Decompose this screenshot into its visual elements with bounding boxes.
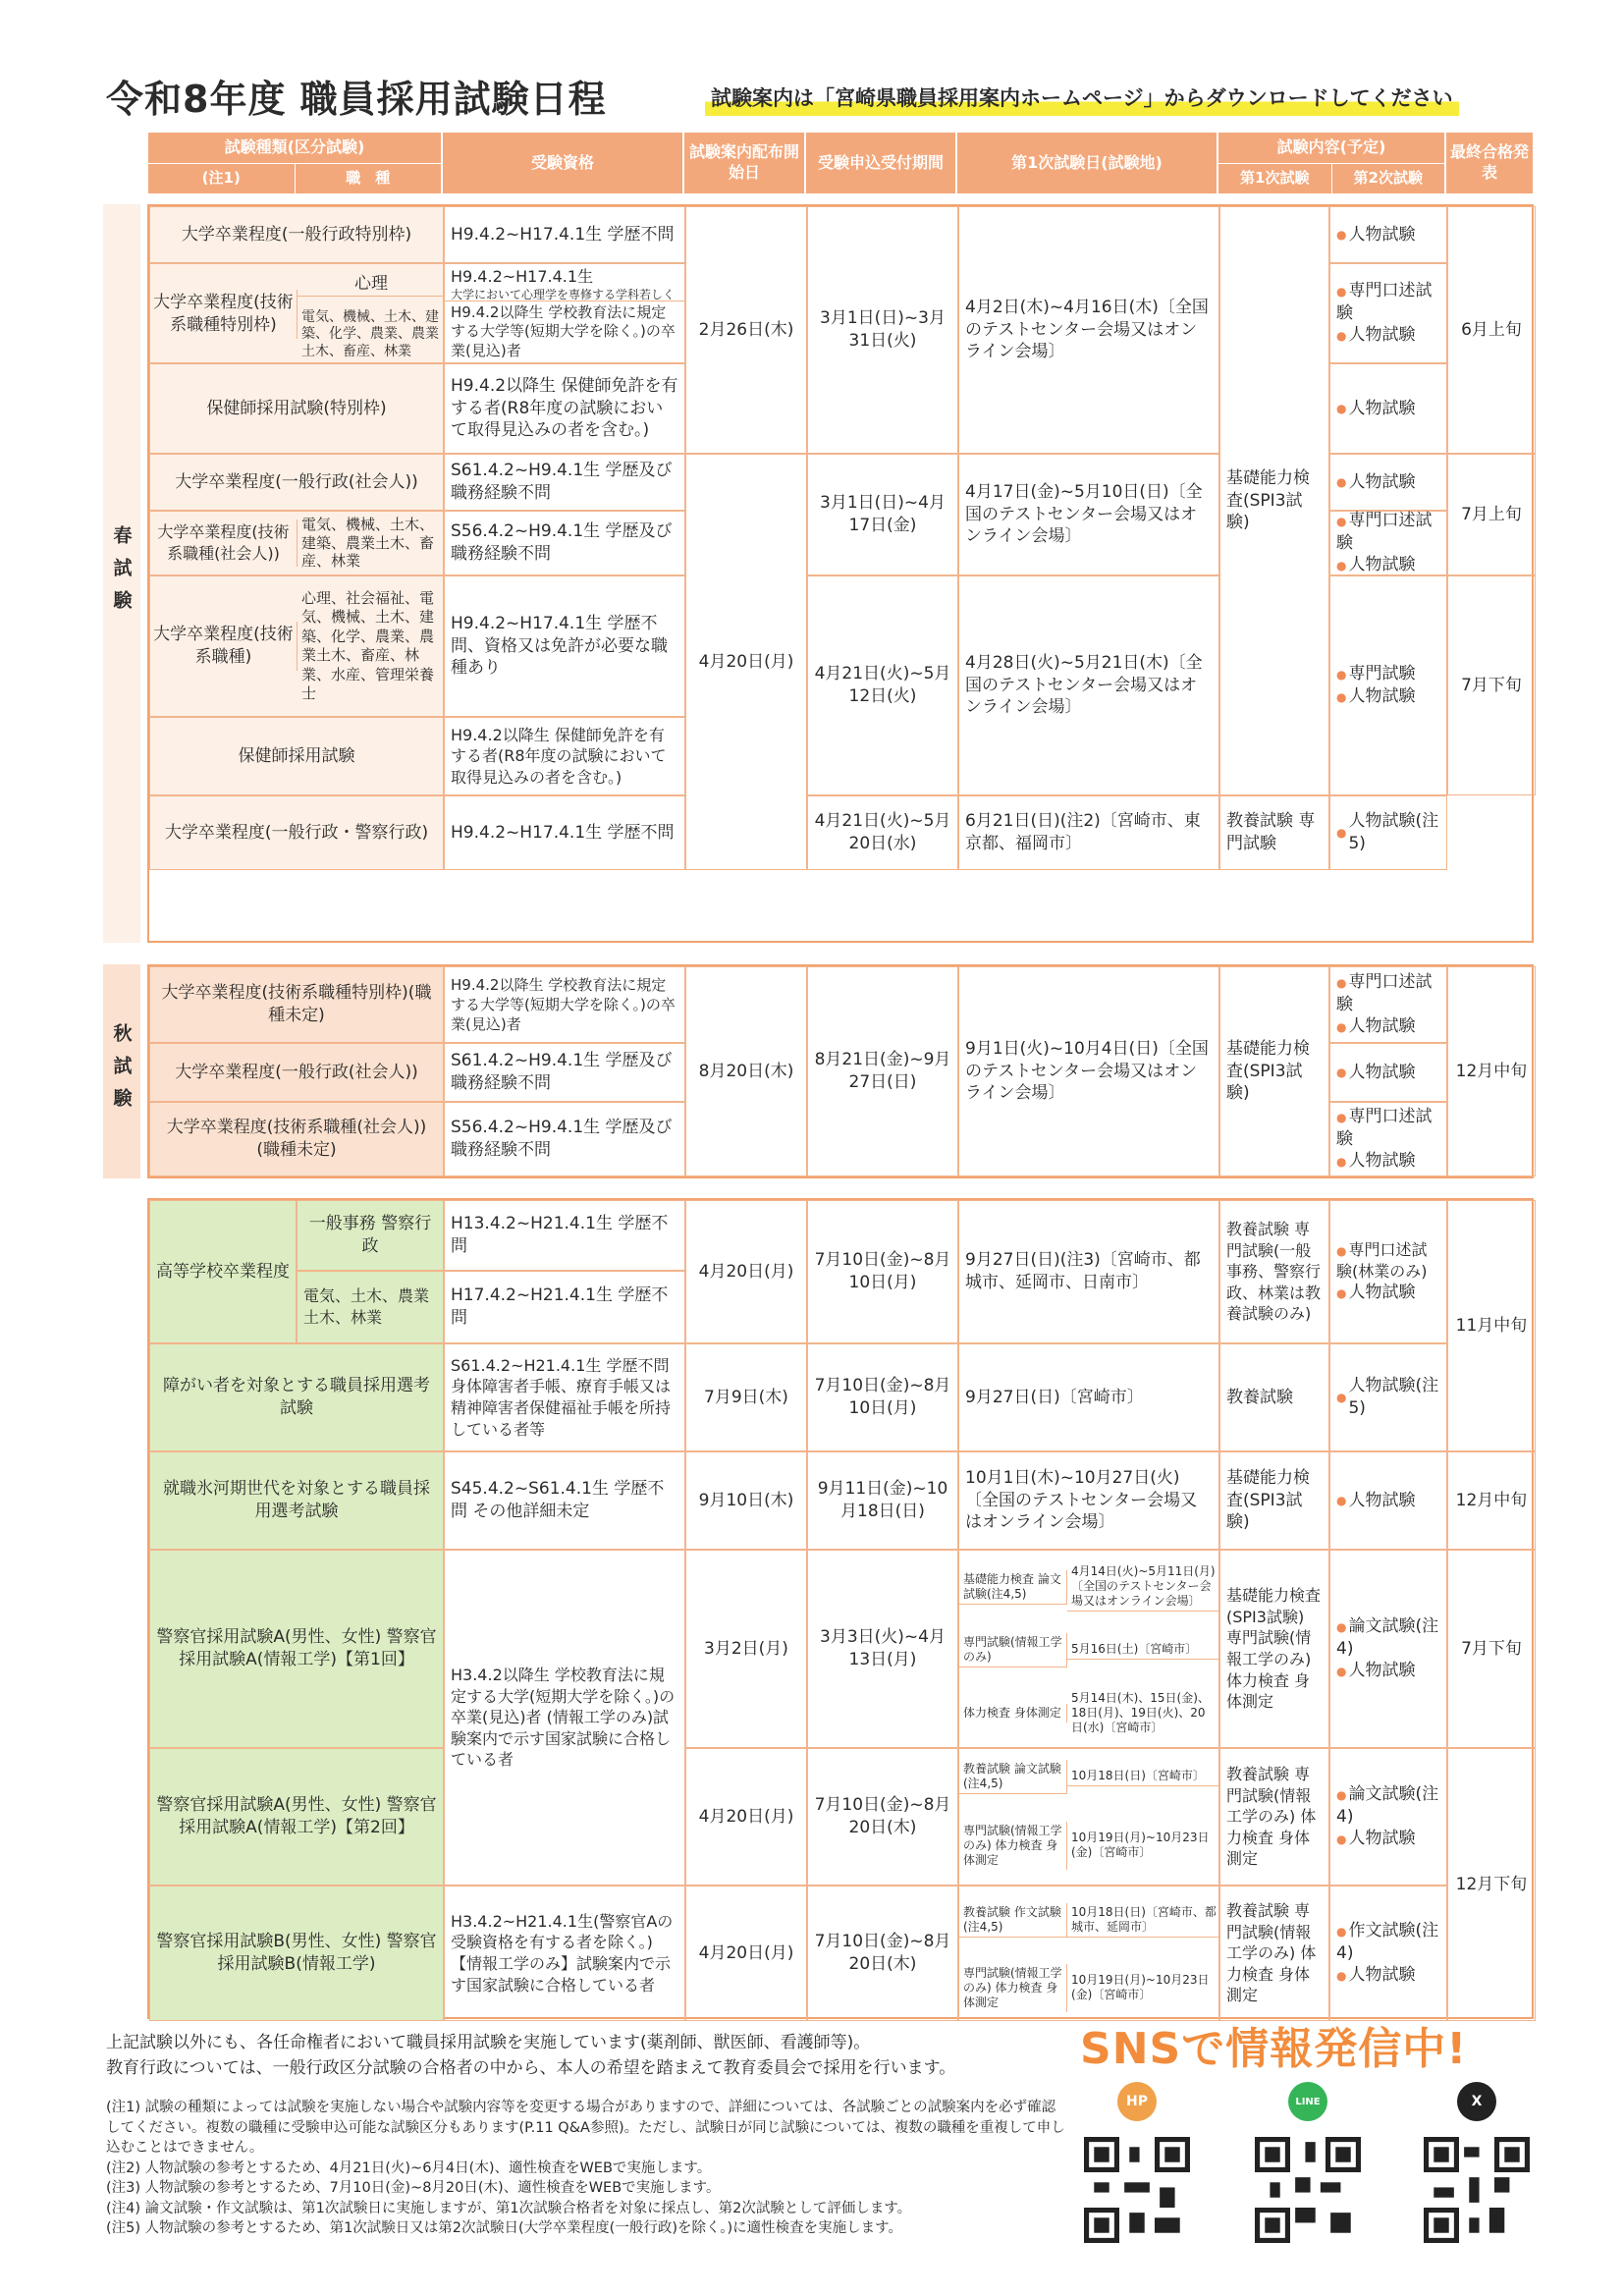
- footer-line2: 教育行政については、一般行政区分試験の合格者の中から、本人の希望を踏まえて教育委員会で採用を行います。: [106, 2058, 956, 2078]
- note-1: (注1) 試験の種類によっては試験を実施しない場合や試験内容等を変更する場合がありますので、詳細については、各試験ごとの試験案内を必ず確認してください。複数の職種に受験申込可能な試験区分もあります(P.11 Q&A参照)。ただし、試験日が同じ試験については、複数の職種を重複して申し込むことはできません。: [106, 2100, 1065, 2157]
- spring-g3-first: 4月28日(火)~5月21日(木)〔全国のテストセンター会場又はオンライン会場〕: [958, 575, 1219, 795]
- police-a2-c2a: ● 論文試験(注4): [1336, 1783, 1440, 1829]
- spring-g2-final: 7月上旬: [1447, 454, 1536, 575]
- police-a2-c1: 教養試験 専門試験(情報工学のみ) 体力検査 身体測定: [1219, 1748, 1329, 1886]
- hp-qr-code[interactable]: [1084, 2137, 1190, 2243]
- header-apply: 受験申込受付期間: [805, 132, 956, 194]
- autumn-r3-qual: S56.4.2~H9.4.1生 学歴及び職務経験不問: [444, 1102, 685, 1176]
- police-b-c1: 教養試験 専門試験(情報工学のみ) 体力検査 身体測定: [1219, 1886, 1329, 2021]
- ice-age-c1: 基礎能力検査(SPI3試験): [1219, 1451, 1329, 1550]
- note-3: (注3) 人物試験の参考とするため、7月10日(金)~8月20日(木)、適性検査をWEBで実施します。: [106, 2180, 721, 2197]
- spring-r6-type: 大学卒業程度(技術系職種): [150, 622, 298, 671]
- spring-r1-type: 大学卒業程度(一般行政特別枠): [149, 206, 444, 263]
- police-b-s1: 教養試験 作文試験(注4,5): [959, 1903, 1067, 1938]
- disability-guide: 7月9日(木): [685, 1343, 807, 1451]
- spring-r3-c2: ● 人物試験: [1329, 363, 1447, 454]
- police-b-qual: H3.4.2~H21.4.1生(警察官Aの受験資格を有する者を除く。)【情報工学のみ】試験案内で示す国家試験に合格している者: [444, 1886, 685, 2021]
- footer-notes: [106, 2098, 1068, 2239]
- spring-r1-c2: ● 人物試験: [1329, 206, 1447, 263]
- ice-age-type: 就職氷河期世代を対象とする職員採用選考試験: [149, 1451, 444, 1550]
- spring-c1-spi: 基礎能力検査(SPI3試験): [1219, 206, 1329, 795]
- spring-g3-final: 7月下旬: [1447, 575, 1536, 795]
- spring-g1-guide: 2月26日(木): [685, 206, 807, 454]
- disability-apply: 7月10日(金)~8月10日(月): [807, 1343, 958, 1451]
- note-5: (注5) 人物試験の参考とするため、第1次試験日又は第2次試験日(大学卒業程度(一般行政)を除く。)に適性検査を実施します。: [106, 2220, 902, 2237]
- police-a1-c2a: ● 論文試験(注4): [1336, 1615, 1440, 1661]
- police-b-c2a: ● 作文試験(注4): [1336, 1920, 1440, 1965]
- disability-type: 障がい者を対象とする職員採用選考試験: [149, 1343, 444, 1451]
- autumn-r1-type: 大学卒業程度(技術系職種特別枠)(職種未定): [149, 966, 444, 1043]
- hs-type: 高等学校卒業程度: [149, 1200, 297, 1343]
- header-first: 第1次試験日(試験地): [956, 132, 1217, 194]
- spring-r3-type: 保健師採用試験(特別枠): [149, 363, 444, 454]
- police-a2-d2: 10月19日(月)~10月23日(金)〔宮崎市〕: [1071, 1831, 1210, 1859]
- spring-g1-first: 4月2日(木)~4月16日(木)〔全国のテストセンター会場又はオンライン会場〕: [958, 206, 1219, 454]
- spring-r5-type: 大学卒業程度(技術系職種(社会人)): [150, 519, 298, 566]
- spring-g2-first: 4月17日(金)~5月10日(日)〔全国のテストセンター会場又はオンライン会場〕: [958, 454, 1219, 575]
- spring-r8-type: 大学卒業程度(一般行政・警察行政): [149, 795, 444, 870]
- spring-g3-guide: 4月20日(月): [685, 454, 807, 870]
- section-autumn-label: 秋試験: [103, 964, 140, 1178]
- autumn-r2-c2: ● 人物試験: [1329, 1043, 1447, 1102]
- header-type-label: 試験種類(区分試験): [224, 137, 365, 156]
- hs-final: 11月中旬: [1447, 1200, 1536, 1451]
- spring-r2-c2: [1329, 263, 1447, 363]
- spring-r4-qual: S61.4.2~H9.4.1生 学歴及び職務経験不問: [444, 454, 685, 511]
- ice-age-c2: ● 人物試験: [1329, 1451, 1447, 1550]
- spring-r2a-qual2: 大学において心理学を専修する学科若しく: [451, 287, 676, 301]
- hs-apply: 7月10日(金)~8月10日(月): [807, 1200, 958, 1343]
- spring-r2a-qual1: H9.4.2~H17.4.1生: [451, 267, 594, 286]
- hs-c1: 教養試験 専門試験(一般事務、警察行政、林業は教養試験のみ): [1219, 1200, 1329, 1343]
- autumn-c1: 基礎能力検査(SPI3試験): [1219, 966, 1329, 1176]
- police-a1-d1: 4月14日(火)~5月11日(月)〔全国のテストセンター会場又はオンライン会場〕: [1067, 1562, 1220, 1612]
- hs-r2-qual: H17.4.2~H21.4.1生 学歴不問: [444, 1271, 685, 1343]
- spring-r5-type-cell: [149, 511, 444, 575]
- ice-age-final: 12月中旬: [1447, 1451, 1536, 1550]
- spring-r3-qual: H9.4.2以降生 保健師免許を有する者(R8年度の試験において取得見込みの者を含む。): [444, 363, 685, 454]
- x-icon[interactable]: X: [1457, 2082, 1496, 2121]
- police-a1-c2: [1329, 1550, 1447, 1748]
- spring-r6-job: 心理、社会福祉、電気、機械、土木、建築、化学、農業、農業土木、畜産、林業、水産、管理栄養士: [301, 588, 435, 702]
- spring-r5-c2a: ● 専門口述試験: [1336, 510, 1440, 555]
- police-a1-first-cell: [958, 1550, 1219, 1748]
- hp-icon[interactable]: HP: [1117, 2082, 1157, 2121]
- spring-r5-job: 電気、機械、土木、建築、農業土木、畜産、林業: [301, 515, 435, 571]
- police-a1-apply: 3月3日(火)~4月13日(月): [807, 1550, 958, 1748]
- note-4: (注4) 論文試験・作文試験は、第1次試験日に実施しますが、第1次試験合格者を対象に採点し、第2次試験として評価します。: [106, 2200, 912, 2216]
- spring-r67-c2a: ● 専門試験: [1336, 663, 1415, 685]
- spring-r5-c2b: ● 人物試験: [1336, 554, 1415, 576]
- footer-line1: 上記試験以外にも、各任命権者において職員採用試験を実施しています(薬剤師、獣医師、看護師等)。: [106, 2033, 871, 2052]
- police-a1-s3: 体力検査 身体測定: [959, 1704, 1067, 1722]
- x-qr-code[interactable]: [1424, 2137, 1530, 2243]
- spring-r67-c2: [1329, 575, 1447, 795]
- table-header: [147, 132, 1534, 194]
- police-b-d2: 10月19日(月)~10月23日(金)〔宮崎市〕: [1071, 1973, 1210, 2001]
- ice-age-first: 10月1日(木)~10月27日(火)〔全国のテストセンター会場又はオンライン会場〕: [958, 1451, 1219, 1550]
- spring-r6-type-cell: [149, 575, 444, 717]
- line-qr-code[interactable]: [1255, 2137, 1361, 2243]
- autumn-table: [147, 964, 1534, 1178]
- police-b-d1: 10月18日(日)〔宮崎市、都城市、延岡市〕: [1067, 1903, 1220, 1938]
- hs-c2a: ● 専門口述試験(林業のみ): [1336, 1239, 1440, 1282]
- spring-r2b-job: 電気、機械、土木、建築、化学、農業、農業土木、畜産、林業: [301, 308, 439, 359]
- police-a1-d3: 5月14日(木)、15日(金)、18日(月)、19日(火)、20日(水)〔宮崎市〕: [1071, 1690, 1210, 1734]
- spring-g1-final: 6月上旬: [1447, 206, 1536, 454]
- spring-r2-c2a: ● 専門口述試験: [1336, 280, 1440, 325]
- spring-g3-apply: 4月21日(火)~5月12日(火): [807, 575, 958, 795]
- spring-g2-apply: 3月1日(日)~4月17日(金): [807, 454, 958, 575]
- autumn-apply: 8月21日(金)~9月27日(日): [807, 966, 958, 1176]
- spring-r2-type-cell: [149, 263, 444, 363]
- spring-r7-qual: H9.4.2以降生 保健師免許を有する者(R8年度の試験において取得見込みの者を含む。): [444, 717, 685, 795]
- ice-age-apply: 9月11日(金)~10月18日(日): [807, 1451, 958, 1550]
- autumn-first: 9月1日(火)~10月4日(日)〔全国のテストセンター会場又はオンライン会場〕: [958, 966, 1219, 1176]
- disability-qual: S61.4.2~H21.4.1生 学歴不問 身体障害者手帳、療育手帳又は精神障害者保健福祉手帳を所持している者等: [444, 1343, 685, 1451]
- police-a1-guide: 3月2日(月): [685, 1550, 807, 1748]
- spring-r2-qual-cell: [444, 263, 685, 363]
- police-a1-c2b: ● 人物試験: [1336, 1660, 1415, 1682]
- police-a1-type: 警察官採用試験A(男性、女性) 警察官採用試験A(情報工学)【第1回】: [149, 1550, 444, 1748]
- police-a1-c1: 基礎能力検査(SPI3試験) 専門試験(情報工学のみ) 体力検査 身体測定: [1219, 1550, 1329, 1748]
- spring-r8-apply: 4月21日(火)~5月20日(水): [807, 795, 958, 870]
- hs-c2: [1329, 1200, 1447, 1343]
- header-final: 最終合格発表: [1445, 132, 1534, 194]
- disability-c1: 教養試験: [1219, 1343, 1329, 1451]
- police-ab-final: 12月下旬: [1447, 1748, 1536, 2021]
- spring-r67-c2b: ● 人物試験: [1336, 685, 1415, 708]
- autumn-r3-type: 大学卒業程度(技術系職種(社会人))(職種未定): [149, 1102, 444, 1176]
- header-c2: 第2次試験: [1331, 164, 1445, 194]
- spring-r5-qual: S56.4.2~H9.4.1生 学歴及び職務経験不問: [444, 511, 685, 575]
- header-job: 職 種: [295, 164, 442, 194]
- hs-r1-qual: H13.4.2~H21.4.1生 学歴不問: [444, 1200, 685, 1271]
- spring-r7-type: 保健師採用試験: [149, 717, 444, 795]
- header-c1: 第1次試験: [1240, 169, 1310, 187]
- police-a1-s1: 基礎能力検査 論文試験(注4,5): [959, 1570, 1067, 1605]
- header-content-label: 試験内容(予定): [1276, 137, 1386, 156]
- police-a2-guide: 4月20日(月): [685, 1748, 807, 1886]
- police-a2-s2: 専門試験(情報工学のみ) 体力検査 身体測定: [959, 1822, 1067, 1870]
- hs-first: 9月27日(日)(注3)〔宮崎市、都城市、延岡市、日南市〕: [958, 1200, 1219, 1343]
- spring-r6-qual: H9.4.2~H17.4.1生 学歴不問、資格又は免許が必要な職種あり: [444, 575, 685, 717]
- autumn-r1-c2b: ● 人物試験: [1336, 1015, 1415, 1038]
- spring-r2-c2b: ● 人物試験: [1336, 324, 1415, 347]
- police-a2-c2: [1329, 1748, 1447, 1886]
- hs-c2b: ● 人物試験: [1336, 1282, 1415, 1304]
- spring-r8-c2: ● 人物試験(注5): [1329, 795, 1447, 870]
- header-note1: (注1): [201, 169, 241, 187]
- autumn-final: 12月中旬: [1447, 966, 1536, 1176]
- hs-table: [147, 1198, 1534, 2019]
- note-2: (注2) 人物試験の参考とするため、4月21日(火)~6月4日(木)、適性検査をWEBで実施します。: [106, 2159, 712, 2176]
- spring-g1-apply: 3月1日(日)~3月31日(火): [807, 206, 958, 454]
- police-a2-d1: 10月18日(日)〔宮崎市〕: [1067, 1767, 1220, 1786]
- police-b-type: 警察官採用試験B(男性、女性) 警察官採用試験B(情報工学): [149, 1886, 444, 2021]
- spring-r2a-job: 心理: [298, 273, 445, 297]
- spring-r4-type: 大学卒業程度(一般行政(社会人)): [149, 454, 444, 511]
- police-a2-type: 警察官採用試験A(男性、女性) 警察官採用試験A(情報工学)【第2回】: [149, 1748, 444, 1886]
- spring-r8-c1: 教養試験 専門試験: [1219, 795, 1329, 870]
- header-qual: 受験資格: [442, 132, 683, 194]
- police-b-first-cell: [958, 1886, 1219, 2021]
- police-b-apply: 7月10日(金)~8月20日(木): [807, 1886, 958, 2021]
- disability-first: 9月27日(日)〔宮崎市〕: [958, 1343, 1219, 1451]
- autumn-r3-c2a: ● 専門口述試験: [1336, 1106, 1440, 1151]
- police-b-guide: 4月20日(月): [685, 1886, 807, 2021]
- police-a1-d2: 5月16日(土)〔宮崎市〕: [1067, 1640, 1220, 1660]
- download-note: 試験案内は「宮崎県職員採用案内ホームページ」からダウンロードしてください: [705, 82, 1459, 116]
- disability-c2: ● 人物試験(注5): [1329, 1343, 1447, 1451]
- autumn-r1-qual: H9.4.2以降生 学校教育法に規定する大学等(短期大学を除く。)の卒業(見込)者: [444, 966, 685, 1043]
- police-a2-apply: 7月10日(金)~8月20日(木): [807, 1748, 958, 1886]
- autumn-r3-c2b: ● 人物試験: [1336, 1150, 1415, 1173]
- autumn-r1-c2a: ● 専門口述試験: [1336, 971, 1440, 1016]
- police-b-c2: [1329, 1886, 1447, 2021]
- autumn-guide: 8月20日(木): [685, 966, 807, 1176]
- header-guide: 試験案内配布開始日: [683, 132, 805, 194]
- spring-r2-type: 大学卒業程度(技術系職種特別枠): [150, 290, 298, 339]
- spring-r8-first: 6月21日(日)(注2)〔宮崎市、東京都、福岡市〕: [958, 795, 1219, 870]
- spring-table: [147, 204, 1534, 943]
- police-a2-s1: 教養試験 論文試験(注4,5): [959, 1760, 1067, 1794]
- hs-guide: 4月20日(月): [685, 1200, 807, 1343]
- police-a2-first-cell: [958, 1748, 1219, 1886]
- spring-r5-c2: [1329, 511, 1447, 575]
- page-title: 令和8年度 職員採用試験日程: [106, 78, 607, 121]
- section-spring-label: 春試験: [103, 204, 140, 943]
- header-type: [147, 132, 442, 194]
- spring-r2b-qual: H9.4.2以降生 学校教育法に規定する大学等(短期大学を除く。)の卒業(見込)者: [451, 302, 676, 359]
- police-b-s2: 専門試験(情報工学のみ) 体力検査 身体測定: [959, 1964, 1067, 2012]
- hs-r2-job: 電気、土木、農業土木、林業: [297, 1271, 444, 1343]
- ice-age-qual: S45.4.2~S61.4.1生 学歴不問 その他詳細未定: [444, 1451, 685, 1550]
- spring-r4-c2: ● 人物試験: [1329, 454, 1447, 511]
- police-a2-c2b: ● 人物試験: [1336, 1828, 1415, 1850]
- spring-r8-qual: H9.4.2~H17.4.1生 学歴不問: [444, 795, 685, 870]
- police-a1-s2: 専門試験(情報工学のみ): [959, 1633, 1067, 1667]
- police-a1-final: 7月下旬: [1447, 1550, 1536, 1748]
- police-a-qual: H3.4.2以降生 学校教育法に規定する大学(短期大学を除く。)の卒業(見込)者 (情報工学のみ)試験案内で示す国家試験に合格している者: [444, 1550, 685, 1886]
- ice-age-guide: 9月10日(木): [685, 1451, 807, 1550]
- sns-title: SNSで情報発信中!: [1080, 2024, 1468, 2074]
- spring-r1-qual: H9.4.2~H17.4.1生 学歴不問: [444, 206, 685, 263]
- autumn-r2-type: 大学卒業程度(一般行政(社会人)): [149, 1043, 444, 1102]
- line-icon[interactable]: LINE: [1288, 2082, 1327, 2121]
- police-b-c2b: ● 人物試験: [1336, 1964, 1415, 1987]
- header-content: [1217, 132, 1445, 194]
- hs-r1-job: 一般事務 警察行政: [297, 1200, 444, 1271]
- autumn-r1-c2: [1329, 966, 1447, 1043]
- autumn-r2-qual: S61.4.2~H9.4.1生 学歴及び職務経験不問: [444, 1043, 685, 1102]
- autumn-r3-c2: [1329, 1102, 1447, 1176]
